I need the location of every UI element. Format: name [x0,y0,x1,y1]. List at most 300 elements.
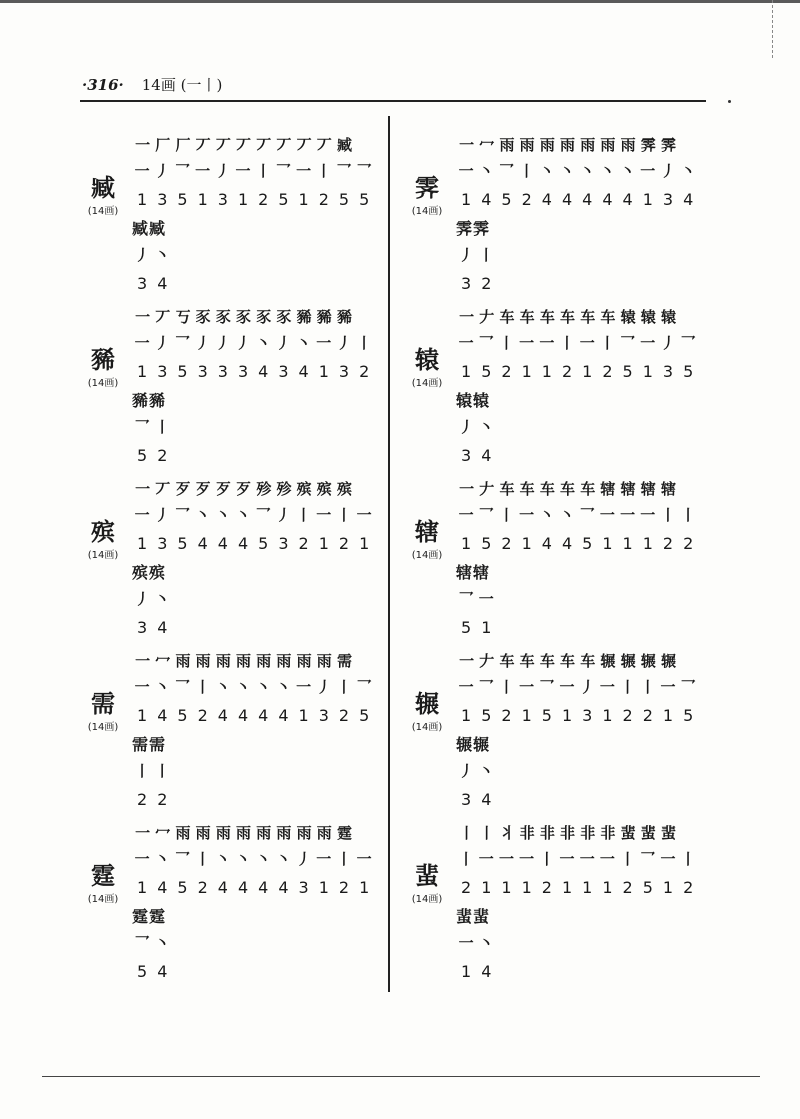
stroke-glyph: 丨 [316,162,332,180]
seq-glyph: 非 [600,824,615,842]
page-header [82,74,222,95]
stroke-code: 3 [157,534,168,553]
stroke-glyph: 一 [134,678,150,696]
seq-glyph: 雨 [276,824,291,842]
seq-glyph: 𠂇 [479,480,494,498]
stroke-code: 4 [217,534,228,553]
seq-glyph: 雨 [215,652,230,670]
stroke-glyph: 丿 [579,678,595,696]
stroke-glyph: 丨 [539,850,555,868]
column-divider [388,116,390,992]
stroke-code: 4 [258,706,269,725]
seq-glyph: 雨 [296,824,311,842]
stroke-code: 1 [521,878,532,897]
stroke-build-sequence [132,306,354,332]
stroke-code: 2 [338,534,350,553]
stroke-glyph: 乛 [134,418,150,436]
stroke-code: 3 [137,618,148,637]
stroke-code: 5 [541,706,552,725]
stroke-code: 4 [258,362,269,381]
seq-glyph: 霁 [660,136,675,154]
stroke-code: 5 [683,706,694,725]
char-entry [404,134,704,304]
stroke-glyph: 丿 [316,678,332,696]
seq-glyph: 辖 [640,480,655,498]
stroke-shapes-continued [456,416,496,442]
seq-glyph: 车 [580,308,595,326]
stroke-glyph: 一 [519,506,535,524]
stroke-count-tag: (14画) [87,894,119,905]
stroke-code: 5 [481,362,492,381]
stroke-shapes [456,160,698,186]
stroke-code: 1 [137,878,148,897]
stroke-code: 3 [318,706,329,725]
stroke-build-sequence-continued: 殡殡 [132,563,167,582]
head-character: 臧 [91,173,115,202]
stroke-count-tag: (14画) [87,378,119,389]
seq-glyph: 殄 [276,480,291,498]
stroke-glyph: 乛 [458,590,474,608]
seq-glyph: 雨 [316,652,331,670]
seq-glyph: 雨 [256,652,271,670]
stroke-code: 3 [338,362,350,381]
stroke-glyph: 丿 [215,334,231,352]
stroke-shapes-continued [132,760,172,786]
stroke-code: 5 [481,706,492,725]
scan-edge-right [772,0,773,58]
head-character: 辖 [415,517,439,546]
seq-glyph: 豕 [215,308,230,326]
seq-glyph: 雨 [316,824,331,842]
stroke-glyph: 丶 [255,678,271,696]
stroke-glyph: 丨 [255,162,271,180]
stroke-glyph: 丨 [154,418,170,436]
stroke-codes-continued [132,618,172,644]
seq-glyph: 车 [560,652,575,670]
stroke-code: 1 [602,706,613,725]
stroke-glyph: 丶 [195,506,211,524]
seq-glyph: 辖 [660,480,675,498]
seq-glyph: 雨 [175,652,190,670]
seq-glyph: 豨 [316,308,331,326]
stroke-glyph: 丿 [195,334,211,352]
seq-glyph: 歹 [175,480,190,498]
seq-glyph: 辗 [620,652,635,670]
stroke-glyph: 一 [458,934,474,952]
stroke-glyph: 丿 [458,246,474,264]
seq-glyph: 需 [336,652,351,670]
stroke-glyph: 丶 [559,162,575,180]
seq-glyph: 丬 [499,824,514,842]
seq-glyph: 雨 [236,824,251,842]
head-character: 蜚 [415,861,439,890]
stroke-code: 2 [642,706,653,725]
stroke-code: 3 [461,274,472,293]
stroke-code: 4 [561,190,573,209]
stroke-glyph: 丶 [296,334,312,352]
stroke-shapes [132,848,374,874]
seq-glyph: 雨 [236,652,251,670]
seq-glyph: 殡 [296,480,311,498]
stroke-glyph: 丨 [519,162,535,180]
stroke-glyph: 一 [458,162,474,180]
stroke-glyph: 丨 [680,850,696,868]
stroke-glyph: 丨 [620,678,636,696]
stroke-code: 1 [137,362,148,381]
stroke-glyph: 丶 [154,850,170,868]
stroke-glyph: 丨 [640,678,656,696]
stroke-glyph: 丿 [154,506,170,524]
stroke-glyph: 丿 [134,590,150,608]
stroke-code: 3 [278,362,289,381]
stroke-glyph: 一 [458,678,474,696]
stroke-glyph: 一 [519,334,535,352]
stroke-glyph: 丶 [154,934,170,952]
stroke-code: 4 [157,878,168,897]
stroke-codes-continued [456,618,496,644]
stroke-glyph: 丶 [275,678,291,696]
stroke-code: 5 [177,878,188,897]
stroke-code: 2 [359,362,370,381]
stroke-build-sequence-continued: 霆霆 [132,907,167,926]
stroke-glyph: 丨 [498,506,514,524]
stroke-glyph: 丶 [215,850,231,868]
stroke-glyph: 丶 [255,334,271,352]
seq-glyph: 殡 [316,480,331,498]
stroke-codes-continued [132,962,172,988]
stroke-code: 1 [642,534,653,553]
stroke-code: 5 [501,190,512,209]
stroke-code: 1 [318,534,329,553]
stroke-glyph: 丨 [680,506,696,524]
seq-glyph: 车 [519,308,534,326]
stroke-codes [456,362,698,388]
stroke-glyph: 丨 [478,246,494,264]
seq-glyph: 辗 [640,652,655,670]
stroke-code: 2 [683,534,694,553]
stroke-code: 5 [338,190,350,209]
seq-glyph: 非 [580,824,595,842]
stroke-build-sequence [132,478,354,504]
stroke-glyph: 丶 [478,418,494,436]
seq-glyph: 一 [135,652,150,670]
stroke-code: 4 [278,706,289,725]
stroke-code: 5 [622,362,633,381]
stroke-glyph: 乛 [174,850,190,868]
stroke-code: 5 [481,534,492,553]
stroke-glyph: 一 [599,850,615,868]
stroke-glyph: 一 [640,334,656,352]
stroke-shapes-continued [456,588,496,614]
char-entry [404,822,704,992]
seq-glyph: 豨 [336,308,351,326]
stroke-glyph: 丿 [660,162,676,180]
seq-glyph: 车 [580,480,595,498]
stroke-build-sequence [456,134,678,160]
stroke-glyph: 一 [579,334,595,352]
bottom-rule [42,1076,760,1077]
stroke-glyph: 丶 [579,162,595,180]
seq-glyph: 冖 [155,652,170,670]
header-rule [80,100,706,102]
head-character: 霆 [91,861,115,890]
seq-glyph: 车 [539,480,554,498]
stroke-code: 4 [622,190,633,209]
seq-glyph: 丆 [256,136,271,154]
stroke-shapes-continued [456,932,496,958]
char-entry [80,134,380,304]
head-character: 霁 [415,173,439,202]
stroke-build-sequence [456,650,678,676]
stroke-build-sequence [456,306,678,332]
stroke-code: 4 [582,190,593,209]
stroke-code: 1 [481,618,492,637]
stroke-glyph: 一 [296,678,312,696]
stroke-shapes-continued [132,244,172,270]
seq-glyph: 非 [560,824,575,842]
stroke-glyph: 一 [478,850,494,868]
stroke-codes-continued [132,274,172,300]
stroke-code: 4 [237,534,249,553]
stroke-code: 2 [461,878,472,897]
seq-glyph: 雨 [539,136,554,154]
stroke-glyph: 丨 [195,678,211,696]
stroke-glyph: 一 [134,850,150,868]
head-character: 需 [91,689,115,718]
stroke-glyph: 丨 [559,334,575,352]
stroke-code: 1 [298,706,309,725]
stroke-code: 2 [561,362,573,381]
stroke-count-tag: (14画) [411,206,443,217]
seq-glyph: 车 [519,480,534,498]
stroke-code: 3 [461,790,472,809]
stroke-glyph: 乛 [336,162,352,180]
stroke-build-sequence-continued: 蜚蜚 [456,907,491,926]
stroke-code: 1 [461,190,472,209]
stroke-code: 4 [258,878,269,897]
stroke-glyph: 一 [559,678,575,696]
stroke-glyph: 丶 [680,162,696,180]
stroke-glyph: 一 [134,334,150,352]
stroke-code: 5 [683,362,694,381]
stroke-count-tag: (14画) [87,206,119,217]
seq-glyph: 豨 [296,308,311,326]
stroke-code: 2 [602,362,613,381]
stroke-code: 1 [461,706,472,725]
seq-glyph: 丨 [459,824,474,842]
seq-glyph: 丆 [236,136,251,154]
stroke-count-tag: (14画) [87,722,119,733]
stroke-glyph: 丶 [599,162,615,180]
stroke-glyph: 乛 [478,678,494,696]
seq-glyph: 丆 [215,136,230,154]
char-entry [404,478,704,648]
stroke-code: 1 [461,362,472,381]
stroke-code: 4 [217,706,228,725]
seq-glyph: 蜚 [620,824,635,842]
stroke-glyph: 乛 [356,162,372,180]
stroke-code: 2 [197,706,208,725]
seq-glyph: 一 [459,652,474,670]
stroke-code: 1 [137,534,148,553]
stroke-glyph: 丶 [154,246,170,264]
stroke-code: 4 [157,706,168,725]
stroke-code: 3 [217,190,228,209]
seq-glyph: 歹 [236,480,251,498]
stroke-glyph: 丶 [478,162,494,180]
stroke-code: 1 [237,190,249,209]
seq-glyph: 雨 [620,136,635,154]
seq-glyph: 豕 [195,308,210,326]
seq-glyph: 雨 [175,824,190,842]
stroke-code: 1 [521,706,532,725]
stroke-code: 5 [278,190,289,209]
stroke-glyph: 一 [235,162,251,180]
stroke-glyph: 丨 [134,762,150,780]
stroke-code: 1 [642,190,653,209]
stroke-glyph: 丿 [154,334,170,352]
stroke-code: 2 [157,790,168,809]
seq-glyph: 豕 [236,308,251,326]
stroke-code: 5 [137,962,148,981]
stroke-code: 1 [521,362,532,381]
seq-glyph: 雨 [580,136,595,154]
stroke-glyph: 一 [134,162,150,180]
stroke-build-sequence-continued: 辖辖 [456,563,491,582]
stroke-shapes-continued [132,932,172,958]
seq-glyph: 一 [459,136,474,154]
seq-glyph: 丆 [296,136,311,154]
stroke-count-tag: (14画) [411,378,443,389]
seq-glyph: 雨 [195,652,210,670]
stroke-glyph: 丶 [154,590,170,608]
stroke-glyph: 丨 [458,850,474,868]
stroke-glyph: 丿 [275,334,291,352]
seq-glyph: 豕 [256,308,271,326]
stroke-build-sequence [132,650,354,676]
seq-glyph: 辕 [640,308,655,326]
stroke-shapes-continued [132,588,172,614]
stroke-code: 4 [481,190,492,209]
stroke-shapes [132,504,374,530]
stroke-code: 5 [137,446,148,465]
stroke-glyph: 丶 [235,678,251,696]
stroke-glyph: 丨 [620,850,636,868]
stroke-code: 4 [197,534,208,553]
stroke-code: 1 [501,878,512,897]
stroke-glyph: 丿 [296,850,312,868]
stroke-glyph: 丿 [215,162,231,180]
stroke-shapes-continued [456,760,496,786]
stroke-code: 3 [137,274,148,293]
stroke-glyph: 丨 [498,334,514,352]
stroke-glyph: 丿 [458,762,474,780]
stroke-code: 4 [278,878,289,897]
head-character: 辕 [415,345,439,374]
seq-glyph: 一 [135,824,150,842]
head-character: 殡 [91,517,115,546]
stroke-glyph: 乛 [680,678,696,696]
stroke-code: 2 [481,274,492,293]
stroke-code: 1 [561,878,573,897]
stroke-build-sequence [456,478,678,504]
stroke-code: 3 [237,362,249,381]
stroke-code: 2 [338,706,350,725]
stroke-count-tag: (14画) [411,894,443,905]
stroke-code: 4 [217,878,228,897]
stroke-code: 1 [481,878,492,897]
stroke-codes-continued [456,790,496,816]
stroke-glyph: 乛 [174,162,190,180]
stroke-glyph: 丶 [539,506,555,524]
stroke-glyph: 乛 [356,678,372,696]
stroke-shapes [132,676,374,702]
stroke-count-tag: (14画) [87,550,119,561]
stroke-glyph: 乛 [640,850,656,868]
stroke-glyph: 一 [620,506,636,524]
stroke-code: 3 [278,534,289,553]
stroke-code: 1 [137,190,148,209]
stroke-glyph: 一 [356,506,372,524]
stroke-shapes [132,332,374,358]
stroke-glyph: 一 [134,506,150,524]
stroke-glyph: 乛 [478,334,494,352]
stroke-codes-continued [132,790,172,816]
seq-glyph: 车 [499,480,514,498]
stroke-glyph: 乛 [680,334,696,352]
seq-glyph: 辗 [660,652,675,670]
stroke-glyph: 丶 [235,506,251,524]
stroke-code: 1 [561,706,573,725]
stroke-code: 1 [602,534,613,553]
stroke-code: 1 [582,878,593,897]
stroke-glyph: 丶 [478,934,494,952]
stroke-code: 1 [461,962,472,981]
char-entry [80,650,380,820]
stroke-shapes-continued [132,416,172,442]
stroke-code: 4 [237,706,249,725]
stroke-glyph: 丨 [296,506,312,524]
stroke-glyph: 丨 [660,506,676,524]
head-character: 辗 [415,689,439,718]
seq-glyph: 歹 [195,480,210,498]
stroke-shapes [456,676,698,702]
stroke-code: 1 [298,190,309,209]
seq-glyph: 雨 [256,824,271,842]
stroke-codes [456,534,698,560]
stroke-build-sequence-continued: 辗辗 [456,735,491,754]
stroke-code: 1 [359,534,370,553]
seq-glyph: 一 [459,308,474,326]
stroke-code: 1 [359,878,370,897]
seq-glyph: 雨 [296,652,311,670]
stroke-glyph: 一 [316,334,332,352]
stroke-glyph: 丨 [599,334,615,352]
stroke-code: 2 [197,878,208,897]
seq-glyph: 雨 [519,136,534,154]
stroke-code: 4 [157,962,168,981]
stroke-glyph: 一 [519,678,535,696]
stroke-codes-continued [456,962,496,988]
stroke-glyph: 丨 [336,506,352,524]
stroke-glyph: 乛 [620,334,636,352]
seq-glyph: 臧 [336,136,351,154]
seq-glyph: 辕 [620,308,635,326]
stroke-glyph: 乛 [255,506,271,524]
stroke-glyph: 丨 [336,850,352,868]
stroke-code: 2 [338,878,350,897]
stroke-code: 1 [602,878,613,897]
